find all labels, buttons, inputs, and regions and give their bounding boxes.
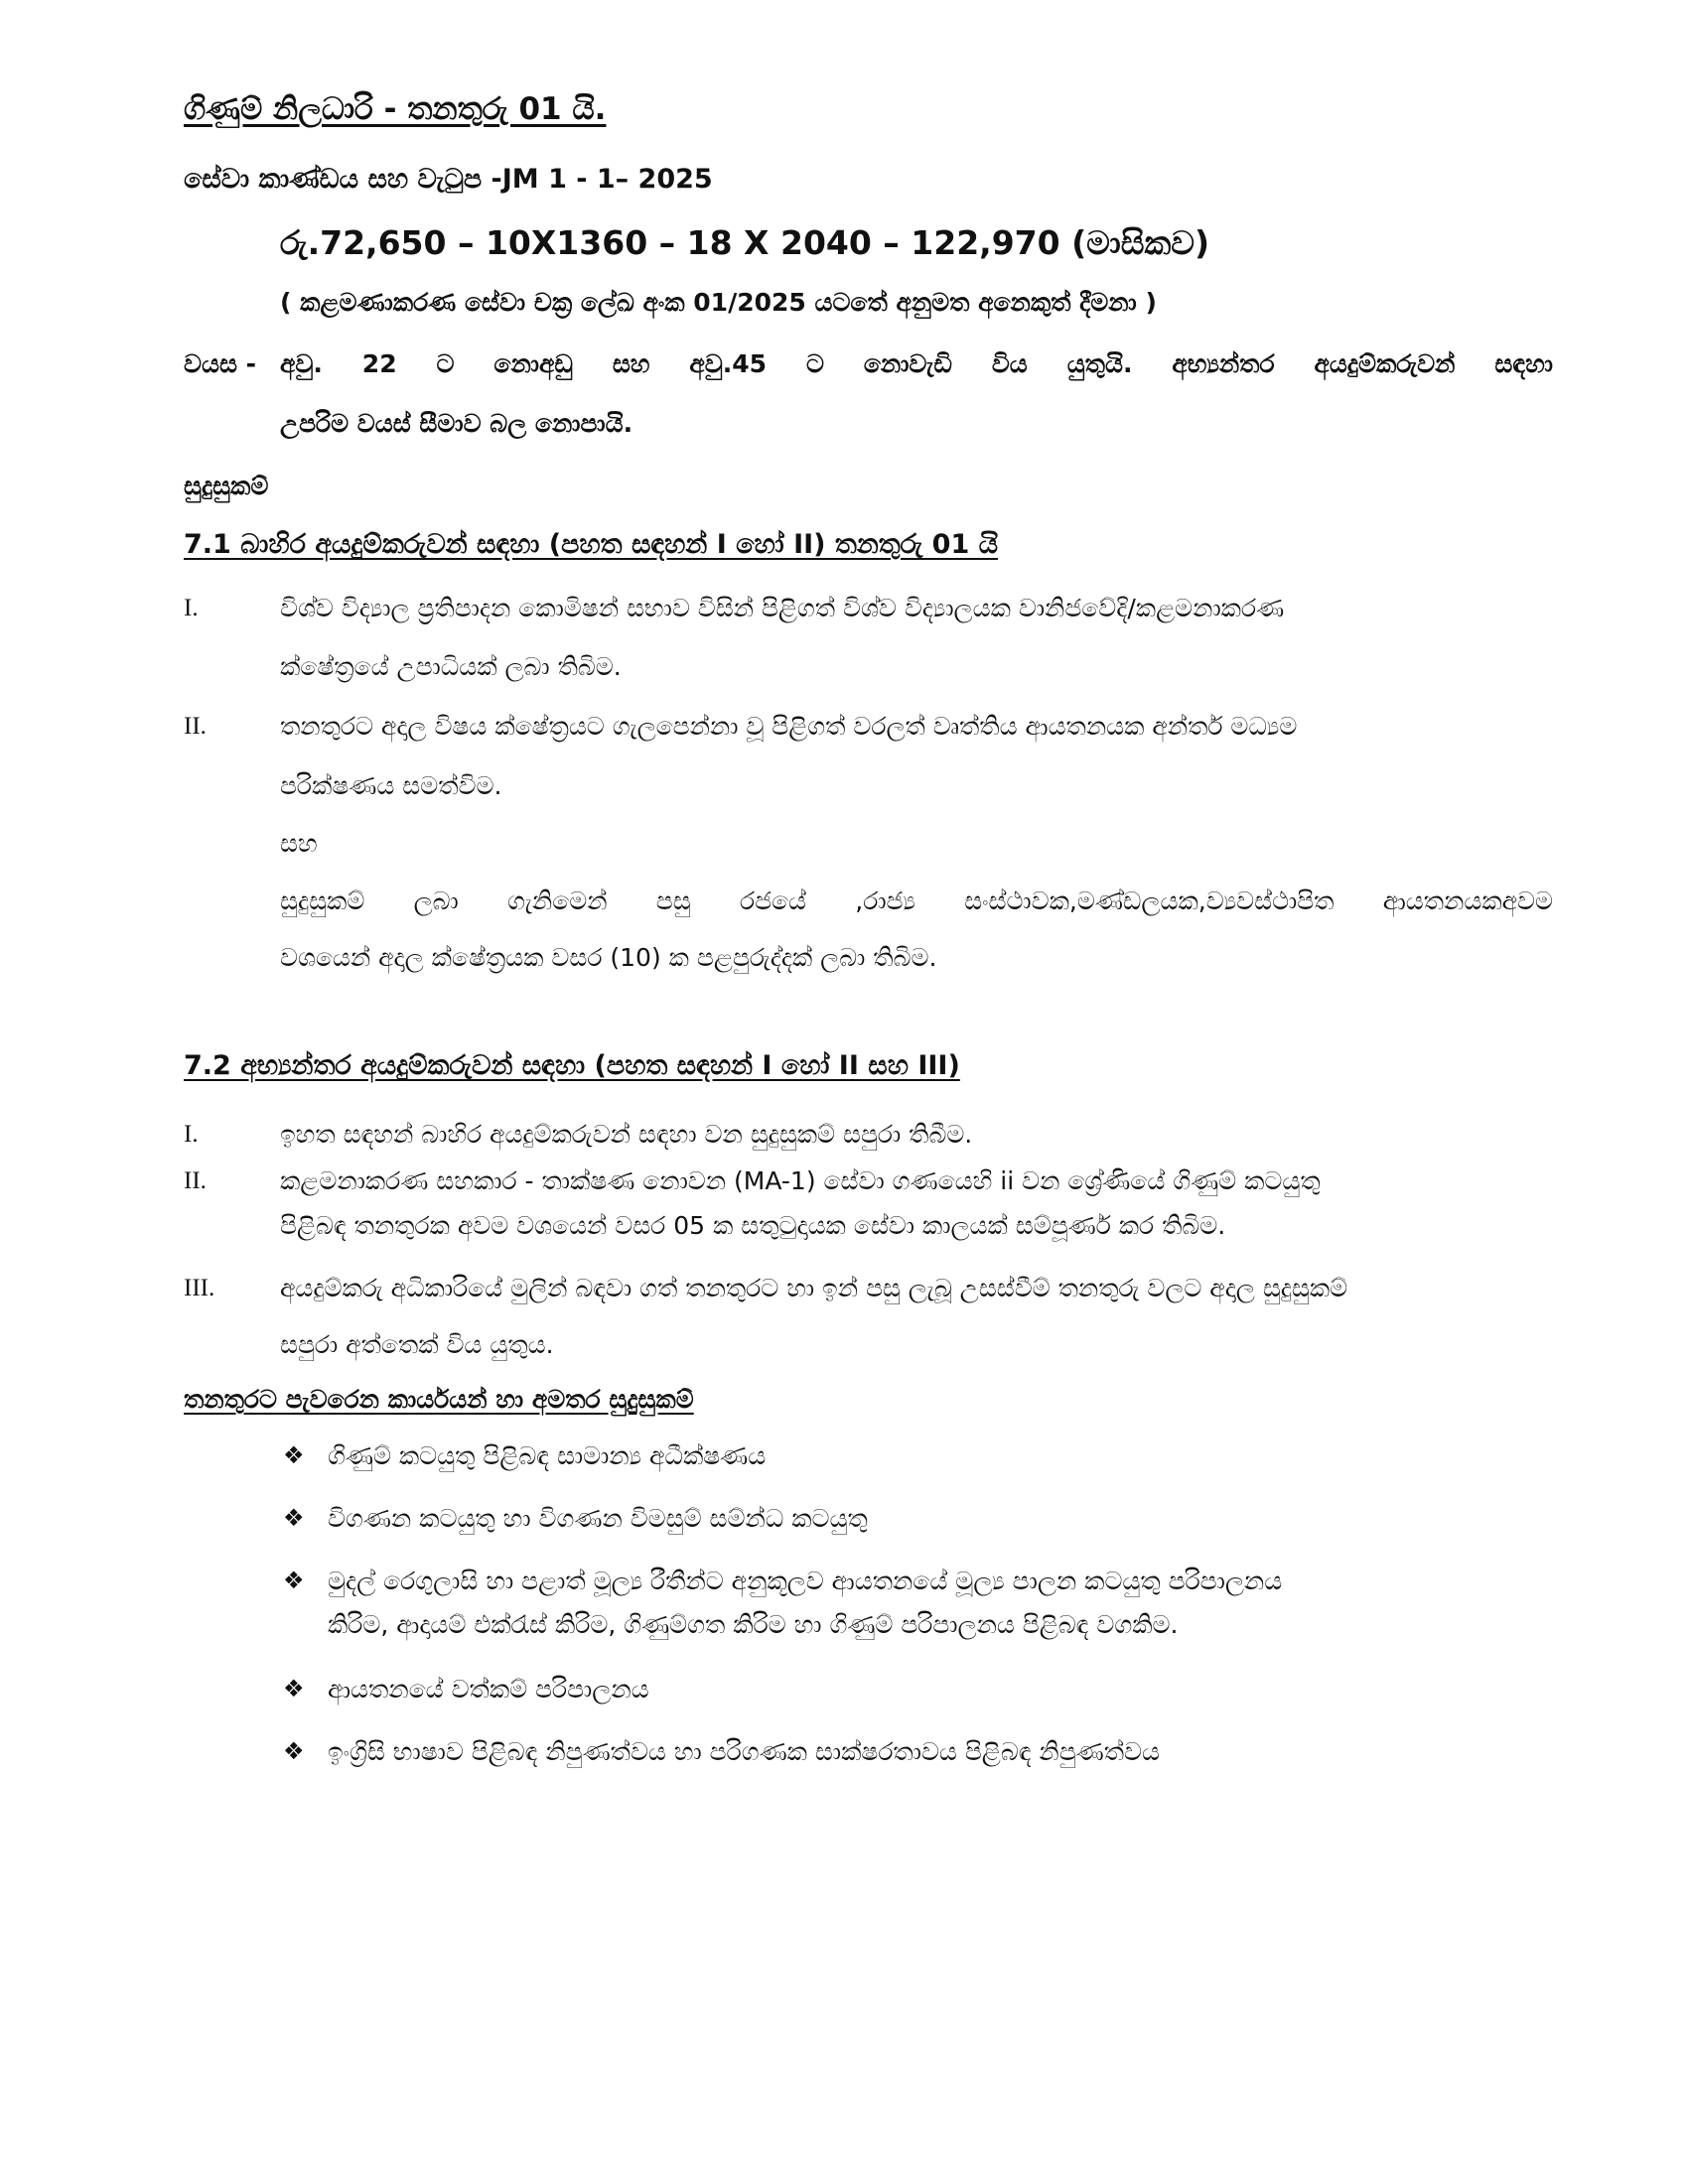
age-requirement-line-1: අවු. 22 ට නොඅඩු සහ අවු.45 ට නොවැඩි විය යුතුයි. අභ්‍යන්තර අයදුම්කරුවන් සඳහා — [280, 349, 1553, 378]
section-7-2-item-2-line-1: කළමනාකරණ සහකාර - තාක්ෂණ නොවන (MA-1) සේවා ගණයෙහි ii වන ශ්‍රේණියේ ගිණුම් කටයුතු — [280, 1166, 1321, 1195]
section-7-1-item-2-line-1: තනතුරට අදාල විෂය ක්ෂේත්‍රයට ගැලපෙන්නා වූ පිළිගත් වරලත් වෘත්තිය ආයතනයක අන්තර් මධ්‍යම — [280, 712, 1298, 741]
age-requirement-line-2: උපරිම වයස් සීමාව බල නොපායි. — [280, 409, 633, 438]
section-7-2-heading: 7.2 අභ්‍යන්තර අයදුම්කරුවන් සඳහා (පහත සඳහන් I හෝ II සහ III) — [184, 1050, 960, 1081]
duty-item-2: විගණන කටයුතු හා විගණන විමසුම් සම්න්ධ කටයුතු — [328, 1504, 868, 1533]
qualifications-heading: සුදුසුකම් — [184, 472, 269, 500]
section-7-1-item-1-line-2: ක්ෂේත්‍රයේ උපාධියක් ලබා තිබිම. — [280, 652, 622, 681]
section-7-2-item-num: I. — [184, 1121, 199, 1148]
bullet-diamond-icon: ❖ — [283, 1567, 305, 1594]
bullet-diamond-icon: ❖ — [283, 1737, 305, 1765]
duty-item-5: ඉංග්‍රිසි භාෂාව පිළිබඳ නිපුණත්වය හා පරිගණක සාක්ෂරතාවය පිළිබඳ නිපුණත්වය — [328, 1737, 1160, 1766]
and-conjunction: සහ — [280, 829, 318, 858]
duties-heading: තනතුරට පැවරෙන කාර්යයන් හා අමතර සුදුසුකම් — [184, 1385, 694, 1414]
section-7-2-item-1-line-1: ඉහත සඳහන් බාහිර අයදුම්කරුවන් සඳහා වන සුදුසුකම් සපුරා තිබීම. — [280, 1120, 973, 1149]
section-7-2-item-3-line-2: සපුරා අත්තෙක් විය යුතුය. — [280, 1330, 554, 1359]
section-7-1-item-num: II. — [184, 713, 207, 740]
experience-line-2: වශයෙන් අදාල ක්ෂේත්‍රයක වසර (10) ක පළපුරුද්දක් ලබා තිබිම. — [280, 943, 937, 972]
section-7-2-item-num: II. — [184, 1167, 207, 1194]
section-7-2-item-3-line-1: අයදුම්කරු අධිකාරියේ මුලින් බඳවා ගත් තනතුරට හා ඉන් පසු ලැබූ උසස්වීම් තනතුරු වලට අදාල සුදුසුකම් — [280, 1274, 1348, 1302]
salary-scale: රු.72,650 – 10X1360 – 18 X 2040 – 122,970 (මාසිකව) — [280, 223, 1210, 262]
section-7-1-heading: 7.1 බාහිර අයදුම්කරුවන් සඳහා (පහත සඳහන් I හෝ II) තනතුරු 01 යි — [184, 529, 999, 560]
section-7-2-item-num: III. — [184, 1275, 215, 1301]
duty-item-3-line-1: මුදල් රෙගුලාසි හා පළාත් මූල්‍ය රීතීන්ට අනුකූලව ආයතනයේ මූල්‍ය පාලන කටයුතු පරිපාලනය — [328, 1567, 1283, 1595]
duty-item-4: ආයතනයේ වත්කම් පරිපාලනය — [328, 1675, 649, 1704]
bullet-diamond-icon: ❖ — [283, 1504, 305, 1532]
section-7-1-item-2-line-2: පරික්ෂණය සමත්විම. — [280, 771, 502, 800]
bullet-diamond-icon: ❖ — [283, 1441, 305, 1469]
age-label: වයස - — [184, 349, 257, 378]
section-7-1-item-num: I. — [184, 595, 199, 621]
duty-item-3-line-2: කිරිම, ආදායම් එක්රැස් කිරිම, ගිණුම්ගත කිරිම හා ගිණුම් පරිපාලනය පිළිබඳ වගකිම. — [328, 1610, 1179, 1639]
bullet-diamond-icon: ❖ — [283, 1675, 305, 1703]
duty-item-1: ගිණුම් කටයුතු පිළිබඳ සාමාන්‍ය අධීක්ෂණය — [328, 1441, 767, 1470]
experience-line-1: සුදුසුකම් ලබා ගැනිමෙන් පසු රජයේ ,රාජ්‍ය සංස්ථාවක,මණ්ඩලයක,ව්‍යවස්ථාපිත ආයතනයකඅවම — [280, 887, 1553, 915]
section-7-2-item-2-line-2: පිළිබඳ තනතුරක අවම වශයෙන් වසර 05 ක සතුටුදායක සේවා කාලයක් සම්පූර්ණ කර තිබිම. — [280, 1211, 1226, 1240]
circular-note: ( කළමණාකරණ සේවා චක්‍ර ලේඛ අංක 01/2025 යටතේ අනුමත අනෙකුත් දීමනා ) — [280, 288, 1157, 317]
page-title: ගිණුම් නිලධාරි - තනතුරු 01 යි. — [184, 91, 607, 127]
service-category-line: සේවා කාණ්ඩය සහ වැටුප -JM 1 - 1– 2025 — [184, 164, 713, 195]
section-7-1-item-1-line-1: විශ්ව විද්‍යාල ප්‍රතිපාදන කොමිෂන් සභාව විසින් පිළිගත් විශ්ව විද්‍යාලයක වානිජවේදි/කළමනාකරණ — [280, 594, 1285, 622]
